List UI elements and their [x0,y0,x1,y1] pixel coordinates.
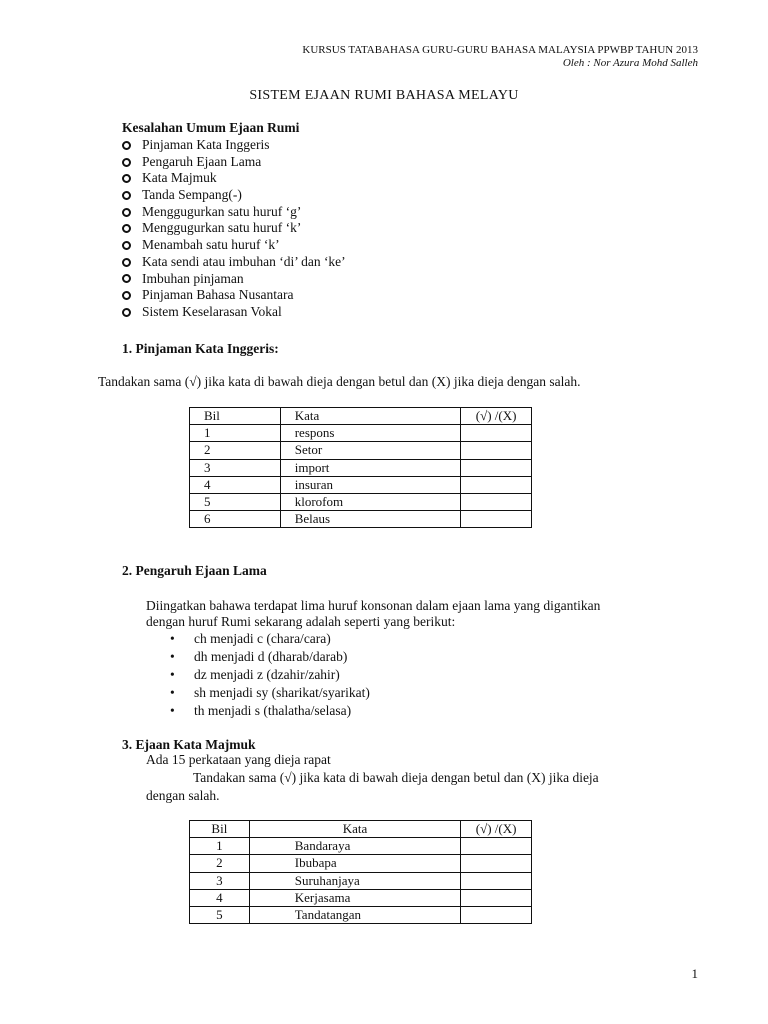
circle-bullet-icon [122,208,131,217]
bullet-dot-icon: • [170,667,175,682]
list-item-text: Pinjaman Kata Inggeris [142,137,270,152]
list-item [170,684,370,702]
section2-line1: Diingatkan bahawa terdapat lima huruf konsonan dalam ejaan lama yang digantikan [146,598,601,613]
page-title: SISTEM EJAAN RUMI BAHASA MELAYU [249,88,519,103]
table-header-check: (√) /(X) [461,408,532,425]
table-cell-answer[interactable] [461,476,532,493]
table-cell-kata: insuran [280,476,460,493]
table-cell-bil: 2 [190,855,250,872]
table-row [190,855,532,872]
list-item [170,702,370,720]
table-cell-kata: import [280,459,460,476]
list-item-text: sh menjadi sy (sharikat/syarikat) [194,685,370,700]
table-row [190,425,532,442]
section3-heading: 3. Ejaan Kata Majmuk [122,737,256,752]
list-item-text: Kata Majmuk [142,170,217,186]
table-row [190,872,532,889]
table-cell-kata: klorofom [280,493,460,510]
table-cell-answer[interactable] [461,442,532,459]
table-cell-answer[interactable] [461,906,532,923]
section3-instruction-line1: Tandakan sama (√) jika kata di bawah dieja dengan betul dan (X) jika dieja [193,770,599,785]
table-row [190,889,532,906]
section2-line2: dengan huruf Rumi sekarang adalah seperti yang berikut: [146,614,456,629]
list-item [122,220,346,237]
table-header-bil: Bil [190,408,281,425]
list-item [122,170,346,187]
list-item-text: Pinjaman Bahasa Nusantara [142,287,294,303]
section2-list [170,630,370,720]
list-item [170,666,370,684]
bullet-dot-icon: • [170,685,175,700]
section1-instruction: Tandakan sama (√) jika kata di bawah dieja dengan betul dan (X) jika dieja dengan salah. [98,374,581,389]
section3-instruction-line2: dengan salah. [146,788,220,803]
circle-bullet-icon [122,191,131,200]
table-cell-bil: 1 [190,425,281,442]
errors-heading: Kesalahan Umum Ejaan Rumi [122,120,300,135]
list-item-text: dh menjadi d (dharab/darab) [194,649,348,664]
circle-bullet-icon [122,258,131,267]
table-cell-answer[interactable] [461,855,532,872]
list-item [122,271,346,288]
table-cell-bil: 6 [190,511,281,528]
table-cell-kata: Belaus [280,511,460,528]
table-cell-bil: 4 [190,889,250,906]
table-row [190,459,532,476]
header-course: KURSUS TATABAHASA GURU-GURU BAHASA MALAYSIA PPWBP TAHUN 2013 [302,44,698,56]
list-item-text: Menambah satu huruf ‘k’ [142,237,280,253]
table-row [190,838,532,855]
list-item-text: ch menjadi c (chara/cara) [194,631,331,646]
circle-bullet-icon [122,158,131,167]
list-item-text: th menjadi s (thalatha/selasa) [194,703,352,718]
table-header-row [190,821,532,838]
circle-bullet-icon [122,241,131,250]
table-header-kata: Kata [249,821,460,838]
section1-table [189,407,532,528]
table-header-check: (√) /(X) [461,821,532,838]
bullet-dot-icon: • [170,703,175,718]
list-item [122,154,346,171]
list-item [122,137,346,154]
list-item-text: Sistem Keselarasan Vokal [142,303,282,319]
circle-bullet-icon [122,308,131,317]
table-cell-bil: 1 [190,838,250,855]
table-cell-answer[interactable] [461,511,532,528]
section2-heading: 2. Pengaruh Ejaan Lama [122,563,267,578]
table-row [190,476,532,493]
table-cell-kata: respons [280,425,460,442]
circle-bullet-icon [122,141,131,150]
list-item [122,287,346,304]
table-row [190,493,532,510]
table-row [190,442,532,459]
table-cell-kata: Ibubapa [249,855,460,872]
table-row [190,511,532,528]
table-cell-bil: 4 [190,476,281,493]
list-item-text: dz menjadi z (dzahir/zahir) [194,667,340,682]
section3-subtitle: Ada 15 perkataan yang dieja rapat [146,752,331,767]
list-item [122,204,346,221]
list-item-text: Pengaruh Ejaan Lama [142,153,262,169]
header-author: Oleh : Nor Azura Mohd Salleh [562,57,698,69]
errors-list [122,137,346,321]
table-cell-bil: 3 [190,872,250,889]
table-cell-kata: Kerjasama [249,889,460,906]
table-header-kata: Kata [280,408,460,425]
circle-bullet-icon [122,274,131,283]
list-item [122,187,346,204]
bullet-dot-icon: • [170,631,175,646]
table-header-row [190,408,532,425]
list-item [122,254,346,271]
table-cell-kata: Tandatangan [249,906,460,923]
section3-table [189,820,532,924]
table-cell-bil: 2 [190,442,281,459]
table-cell-bil: 5 [190,906,250,923]
table-cell-bil: 5 [190,493,281,510]
list-item-text: Tanda Sempang(-) [142,187,242,203]
list-item [122,237,346,254]
circle-bullet-icon [122,291,131,300]
table-cell-answer[interactable] [461,838,532,855]
table-row [190,906,532,923]
table-cell-answer[interactable] [461,459,532,476]
table-cell-bil: 3 [190,459,281,476]
table-cell-answer[interactable] [461,425,532,442]
list-item [170,648,370,666]
table-cell-answer[interactable] [461,872,532,889]
section1-heading: 1. Pinjaman Kata Inggeris: [122,341,279,356]
list-item [122,304,346,321]
list-item-text: Kata sendi atau imbuhan ‘di’ dan ‘ke’ [142,253,346,269]
table-cell-kata: Setor [280,442,460,459]
page-number: 1 [691,966,698,981]
circle-bullet-icon [122,224,131,233]
list-item-text: Menggugurkan satu huruf ‘k’ [142,220,302,236]
list-item [170,630,370,648]
table-cell-kata: Bandaraya [249,838,460,855]
table-cell-answer[interactable] [461,493,532,510]
table-cell-kata: Suruhanjaya [249,872,460,889]
table-header-bil: Bil [190,821,250,838]
list-item-text: Imbuhan pinjaman [142,270,244,286]
table-cell-answer[interactable] [461,889,532,906]
circle-bullet-icon [122,174,131,183]
bullet-dot-icon: • [170,649,175,664]
list-item-text: Menggugurkan satu huruf ‘g’ [142,203,302,219]
